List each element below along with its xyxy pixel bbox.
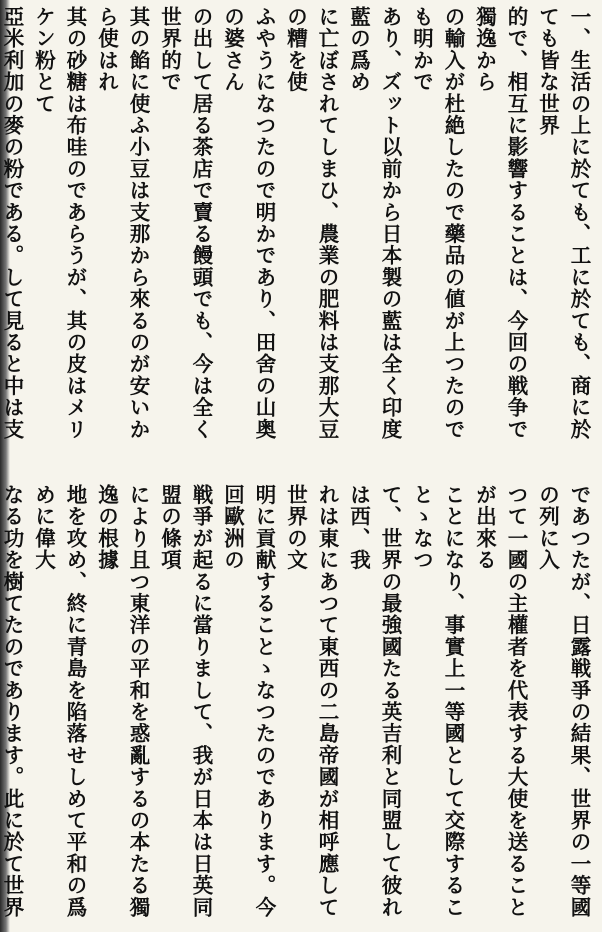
text-column: に亡ぼされてしまひ、農業の肥料は支那大豆の糟を使 — [283, 6, 339, 440]
text-column: 亞米利加の麥の粉である。して見ると中は支 — [0, 6, 24, 440]
text-column: なる功を樹てたのであります。此に於て世界 — [0, 484, 24, 918]
text-column: 一、生活の上に於ても、工に於ても、商に於ても皆な世界 — [535, 6, 591, 440]
text-column: 其の砂糖は布哇のであらうが、其の皮はメリケン粉とて — [31, 6, 87, 440]
text-column: あり、ズット以前から日本製の藍は全く印度藍の爲め — [346, 6, 402, 441]
text-column: れは東にあつて東西の二島帝國が相呼應して世界の文 — [283, 484, 339, 918]
text-column: 戦爭が起るに當りまして、我が日本は日英同盟の條項 — [157, 484, 213, 918]
text-column: 其の餡に使ふ小豆は支那から來るのが安いから使はれ — [94, 6, 150, 440]
text-column: であつたが、日露戦爭の結果、世界の一等國の列に入 — [535, 484, 591, 918]
text-column: つて一國の主權者を代表する大使を送ることが出來る — [472, 484, 528, 918]
text-block-lower — [0, 484, 594, 924]
text-block-upper — [0, 6, 594, 454]
text-column: の出して居る茶店で賣る饅頭でも、今は全く世界的で — [157, 6, 213, 440]
text-column: て、世界の最強國たる英吉利と同盟して彼れは西、我 — [346, 484, 402, 918]
text-column: 地を攻め、終に青島を陷落せしめて平和の爲めに偉大 — [31, 484, 87, 918]
text-column: 的で、相互に影響することは、今回の戦争で獨逸から — [472, 6, 528, 440]
text-column: 明に貢献することゝなつたのであります。今回歐洲の — [220, 484, 276, 918]
text-column: の輸入が杜絶したので藥品の値が上つたのでも明かで — [409, 6, 465, 440]
text-column: ふやうになつたので明かであり、田舍の山奥の婆さん — [220, 6, 276, 440]
text-column: により且つ東洋の平和を惑亂するの本たる獨逸の根據 — [94, 484, 150, 918]
text-column: ことになり、事實上一等國として交際することゝなつ — [409, 484, 465, 918]
